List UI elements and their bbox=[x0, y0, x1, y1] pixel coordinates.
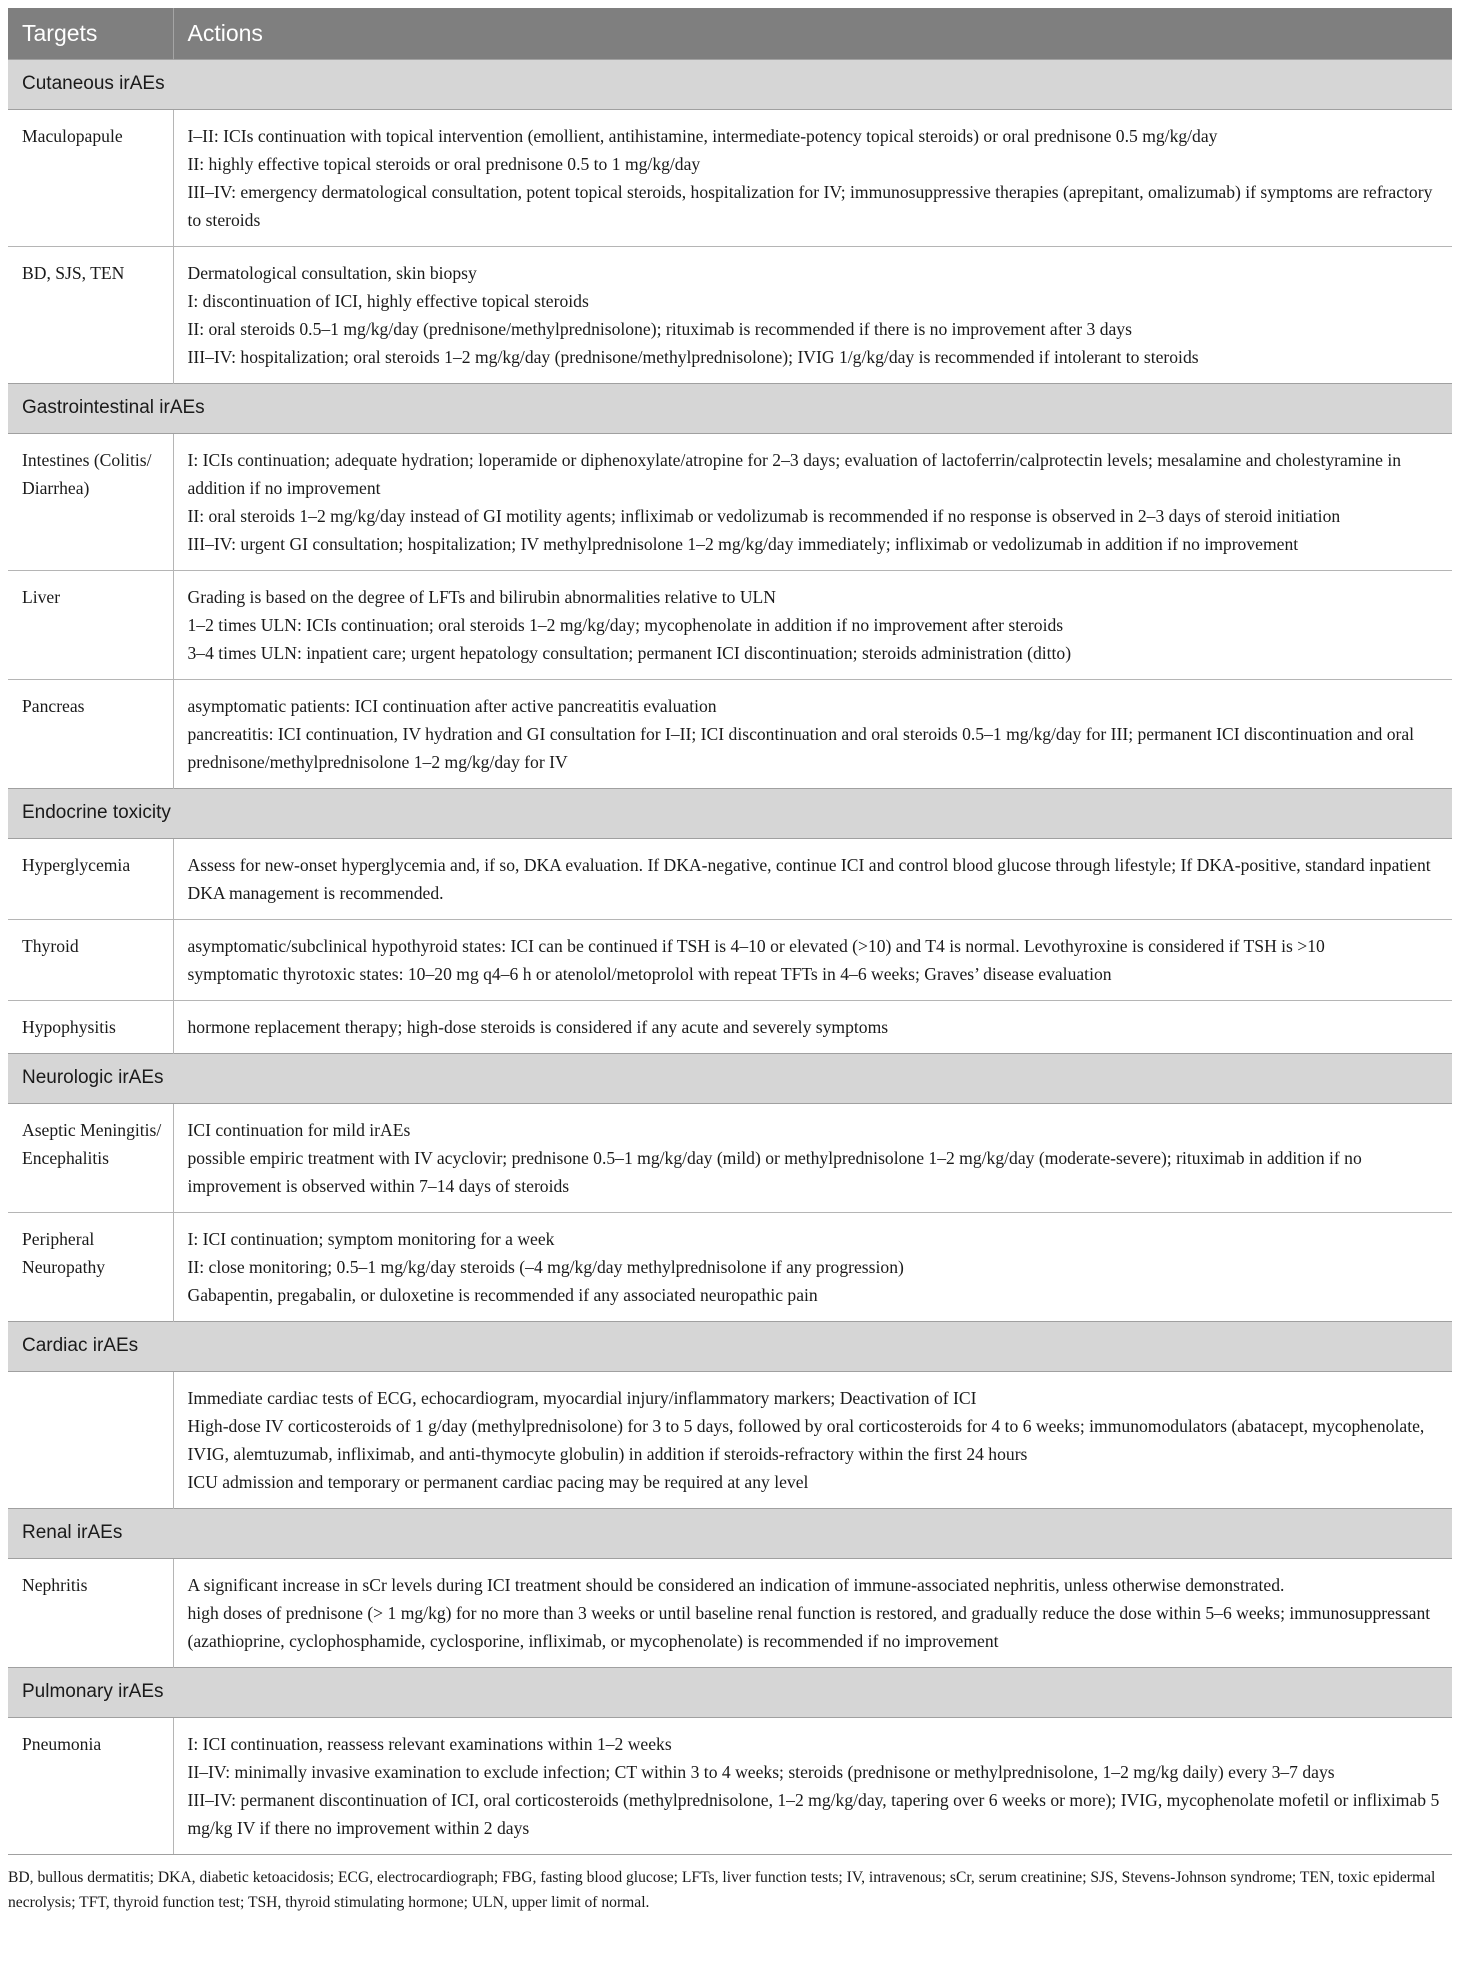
target-cell bbox=[8, 1371, 173, 1508]
target-cell: Nephritis bbox=[22, 1574, 88, 1595]
action-line: Dermatological consultation, skin biopsy bbox=[187, 262, 477, 283]
table-row bbox=[8, 1103, 1452, 1212]
action-line: possible empiric treatment with IV acyclovir; prednisone 0.5–1 mg/kg/day (mild) or methylprednisolone 1–2 mg/kg/day (moderate-severe); rituximab in addition if no improvement is observed within 7–14 days of steroids bbox=[187, 1147, 1362, 1196]
action-line: I: discontinuation of ICI, highly effective topical steroids bbox=[187, 290, 589, 311]
action-line: III–IV: emergency dermatological consultation, potent topical steroids, hospitalization for IV; immunosuppressive therapies (aprepitant, omalizumab) if symptoms are refractory to steroids bbox=[187, 181, 1433, 230]
target-cell: Peripheral Neuropathy bbox=[22, 1228, 106, 1277]
action-line: II: oral steroids 0.5–1 mg/kg/day (prednisone/methylprednisolone); rituximab is recommended if there is no improvement after 3 days bbox=[187, 318, 1132, 339]
action-line: pancreatitis: ICI continuation, IV hydration and GI consultation for I–II; ICI discontinuation and oral steroids 0.5–1 mg/kg/day for III; permanent ICI discontinuation and oral prednisone/methylprednisolone 1–2 mg/kg/day for IV bbox=[187, 723, 1415, 772]
table-header-row bbox=[8, 8, 1452, 59]
table-row bbox=[8, 1371, 1452, 1508]
actions-cell bbox=[173, 919, 1452, 1000]
action-line: III–IV: permanent discontinuation of ICI, oral corticosteroids (methylprednisolone, 1–2 mg/kg/day, tapering over 6 weeks or more); IVIG, mycophenolate mofetil or infliximab 5 mg/kg IV if there no improvement within 2 days bbox=[187, 1789, 1440, 1838]
actions-cell bbox=[173, 1103, 1452, 1212]
target-cell: Aseptic Meningitis/ Encephalitis bbox=[8, 1103, 173, 1212]
section-row bbox=[8, 1053, 1452, 1103]
action-line: high doses of prednisone (> 1 mg/kg) for no more than 3 weeks or until baseline renal function is restored, and gradually reduce the dose within 5–6 weeks; immunosuppressant (azathioprine, cyclophosphamide, cyclosporine, infliximab, or mycophenolate) is recommended if no improvement bbox=[187, 1602, 1431, 1651]
action-line: II: close monitoring; 0.5–1 mg/kg/day steroids (–4 mg/kg/day methylprednisolone if any progression) bbox=[187, 1256, 904, 1277]
target-cell: Pneumonia bbox=[22, 1733, 102, 1754]
actions-cell bbox=[173, 246, 1452, 383]
actions-cell bbox=[173, 433, 1452, 570]
actions-cell bbox=[173, 679, 1452, 788]
action-line: A significant increase in sCr levels during ICI treatment should be considered an indication of immune-associated nephritis, unless otherwise demonstrated. bbox=[187, 1574, 1285, 1595]
action-line: I–II: ICIs continuation with topical intervention (emollient, antihistamine, intermediate-potency topical steroids) or oral prednisone 0.5 mg/kg/day bbox=[187, 125, 1218, 146]
table-row bbox=[8, 1558, 1452, 1667]
action-line: hormone replacement therapy; high-dose steroids is considered if any acute and severely symptoms bbox=[187, 1016, 889, 1037]
actions-cell bbox=[173, 1371, 1452, 1508]
action-line: 3–4 times ULN: inpatient care; urgent hepatology consultation; permanent ICI discontinuation; steroids administration (ditto) bbox=[187, 642, 1072, 663]
target-cell: Hypophysitis bbox=[22, 1016, 116, 1037]
action-line: High-dose IV corticosteroids of 1 g/day (methylprednisolone) for 3 to 5 days, followed by oral corticosteroids for 4 to 6 weeks; immunomodulators (abatacept, mycophenolate, IVIG, alemtuzumab, infliximab, and anti-thymocyte globulin) in addition if steroids-refractory within the first 24 hours bbox=[187, 1415, 1425, 1464]
table-row bbox=[8, 1717, 1452, 1854]
action-line: Immediate cardiac tests of ECG, echocardiogram, myocardial injury/inflammatory markers; Deactivation of ICI bbox=[187, 1387, 977, 1408]
action-line: I: ICI continuation, reassess relevant examinations within 1–2 weeks bbox=[187, 1733, 672, 1754]
table-page bbox=[8, 8, 1452, 1915]
action-line: II: oral steroids 1–2 mg/kg/day instead of GI motility agents; infliximab or vedolizumab is recommended if no response is observed in 2–3 days of steroid initiation bbox=[187, 505, 1341, 526]
target-cell: Intestines (Colitis/ Diarrhea) bbox=[8, 433, 173, 570]
action-line: Assess for new-onset hyperglycemia and, if so, DKA evaluation. If DKA-negative, continue ICI and control blood glucose through lifestyle; If DKA-positive, standard inpatient DKA management is recommended. bbox=[187, 854, 1431, 903]
target-cell: Hyperglycemia bbox=[8, 838, 173, 919]
section-title: Endocrine toxicity bbox=[8, 788, 1452, 838]
action-line: I: ICIs continuation; adequate hydration; loperamide or diphenoxylate/atropine for 2–3 days; evaluation of lactoferrin/calprotectin levels; mesalamine and cholestyramine in addition if no improvement bbox=[187, 449, 1402, 498]
action-line: II: highly effective topical steroids or oral prednisone 0.5 to 1 mg/kg/day bbox=[187, 153, 701, 174]
action-line: Grading is based on the degree of LFTs and bilirubin abnormalities relative to ULN bbox=[187, 586, 776, 607]
actions-cell bbox=[173, 570, 1452, 679]
target-cell: Thyroid bbox=[8, 919, 173, 1000]
target-cell: Pancreas bbox=[22, 695, 85, 716]
table-row bbox=[8, 109, 1452, 246]
action-line: asymptomatic/subclinical hypothyroid states: ICI can be continued if TSH is 4–10 or elevated (>10) and T4 is normal. Levothyroxine is considered if TSH is >10 bbox=[187, 935, 1325, 956]
section-title: Pulmonary irAEs bbox=[8, 1667, 1452, 1717]
section-row bbox=[8, 1508, 1452, 1558]
action-line: asymptomatic patients: ICI continuation after active pancreatitis evaluation bbox=[187, 695, 717, 716]
table-row bbox=[8, 1000, 1452, 1053]
section-row bbox=[8, 788, 1452, 838]
action-line: ICI continuation for mild irAEs bbox=[187, 1119, 411, 1140]
section-row bbox=[8, 1321, 1452, 1371]
action-line: symptomatic thyrotoxic states: 10–20 mg q4–6 h or atenolol/metoprolol with repeat TFTs in 4–6 weeks; Graves’ disease evaluation bbox=[187, 963, 1112, 984]
target-cell: BD, SJS, TEN bbox=[22, 262, 125, 283]
section-title: Cardiac irAEs bbox=[8, 1321, 1452, 1371]
action-line: II–IV: minimally invasive examination to exclude infection; CT within 3 to 4 weeks; steroids (prednisone or methylprednisolone, 1–2 mg/kg daily) every 3–7 days bbox=[187, 1761, 1335, 1782]
actions-cell bbox=[173, 838, 1452, 919]
action-line: III–IV: urgent GI consultation; hospitalization; IV methylprednisolone 1–2 mg/kg/day immediately; infliximab or vedolizumab in addition if no improvement bbox=[187, 533, 1299, 554]
section-title: Gastrointestinal irAEs bbox=[8, 383, 1452, 433]
table-row bbox=[8, 679, 1452, 788]
action-line: III–IV: hospitalization; oral steroids 1–2 mg/kg/day (prednisone/methylprednisolone); IVIG 1/g/kg/day is recommended if intolerant to steroids bbox=[187, 346, 1199, 367]
table-row bbox=[8, 246, 1452, 383]
action-line: ICU admission and temporary or permanent cardiac pacing may be required at any level bbox=[187, 1471, 809, 1492]
section-row bbox=[8, 383, 1452, 433]
action-line: Gabapentin, pregabalin, or duloxetine is recommended if any associated neuropathic pain bbox=[187, 1284, 818, 1305]
header-targets: Targets bbox=[8, 8, 173, 59]
action-line: 1–2 times ULN: ICIs continuation; oral steroids 1–2 mg/kg/day; mycophenolate in addition if no improvement after steroids bbox=[187, 614, 1064, 635]
section-row bbox=[8, 59, 1452, 109]
target-cell: Liver bbox=[8, 570, 173, 679]
actions-cell bbox=[173, 1717, 1452, 1854]
irae-management-table bbox=[8, 8, 1452, 1854]
table-row bbox=[8, 570, 1452, 679]
actions-cell bbox=[173, 109, 1452, 246]
actions-cell bbox=[173, 1212, 1452, 1321]
table-row bbox=[8, 919, 1452, 1000]
section-title: Cutaneous irAEs bbox=[8, 59, 1452, 109]
action-line: I: ICI continuation; symptom monitoring for a week bbox=[187, 1228, 555, 1249]
header-actions: Actions bbox=[173, 8, 1452, 59]
table-row bbox=[8, 433, 1452, 570]
table-row bbox=[8, 838, 1452, 919]
target-cell: Maculopapule bbox=[8, 109, 173, 246]
actions-cell bbox=[173, 1000, 1452, 1053]
table-body bbox=[8, 59, 1452, 1854]
table-footnote: BD, bullous dermatitis; DKA, diabetic ketoacidosis; ECG, electrocardiograph; FBG, fasting blood glucose; LFTs, liver function tests; IV, intravenous; sCr, serum creatinine; SJS, Stevens-Johnson syndrome; TEN, toxic epidermal necrolysis; TFT, thyroid function test; TSH, thyroid stimulating hormone; ULN, upper limit of normal. bbox=[8, 1854, 1452, 1915]
section-title: Neurologic irAEs bbox=[8, 1053, 1452, 1103]
table-row bbox=[8, 1212, 1452, 1321]
section-row bbox=[8, 1667, 1452, 1717]
section-title: Renal irAEs bbox=[8, 1508, 1452, 1558]
actions-cell bbox=[173, 1558, 1452, 1667]
